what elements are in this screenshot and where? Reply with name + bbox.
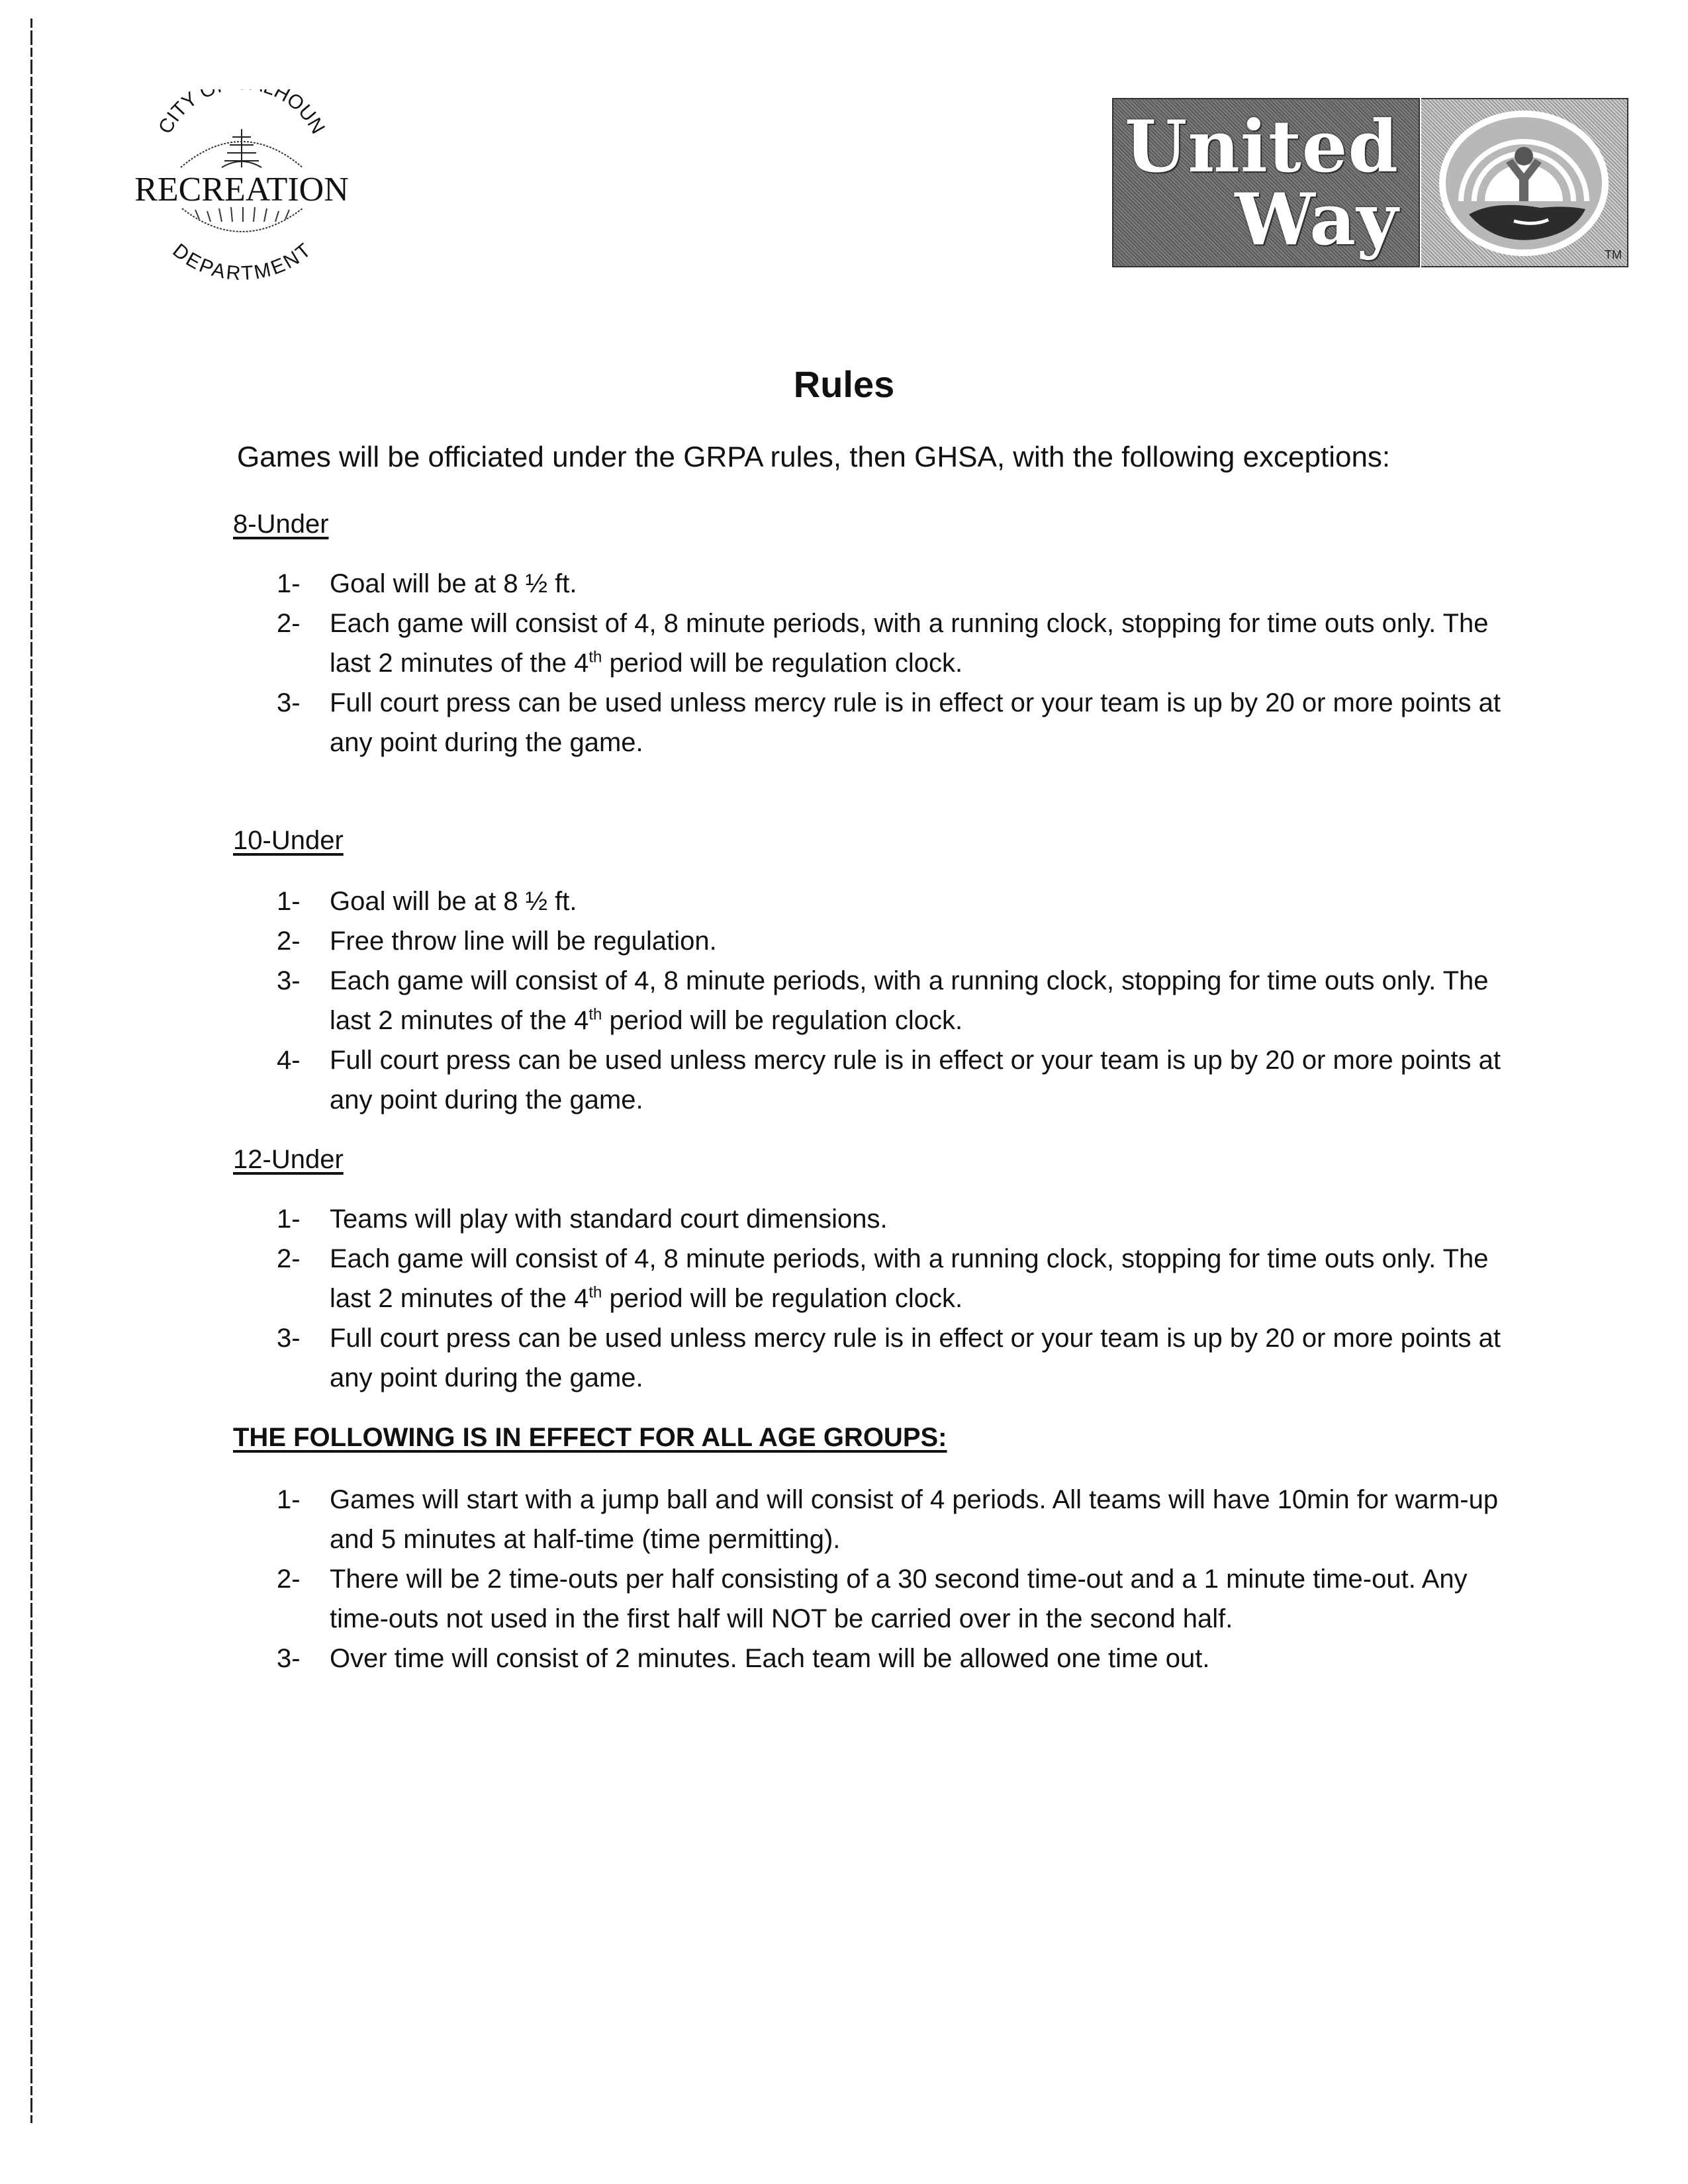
united-way-line1: United (1125, 105, 1399, 189)
trademark-symbol: TM (1605, 248, 1622, 261)
logo-bottom-arc-text: DEPARTMENT (168, 239, 315, 281)
section-heading-8-under: 8-Under (233, 510, 329, 539)
list-item: 2- There will be 2 time-outs per half consisting of a 30 second time-out and a 1 minute time-out. Any time-outs not used in the first half will NOT be carried over in the second half. (277, 1565, 1468, 1633)
united-way-line2: Way (1235, 178, 1399, 261)
rules-list-12-under (277, 1199, 1521, 1398)
baseball-stitch-icon (182, 207, 303, 232)
united-way-emblem-panel (1421, 98, 1628, 267)
section-heading-all-age-groups: THE FOLLOWING IS IN EFFECT FOR ALL AGE GROUPS: (233, 1423, 947, 1452)
section-heading-10-under: 10-Under (233, 826, 344, 855)
recreation-department-logo (116, 89, 367, 281)
page-title: Rules (793, 363, 895, 405)
list-item: 3- Full court press can be used unless mercy rule is in effect or your team is up by 20 or more points at any point during the game. (277, 1324, 1501, 1392)
list-item: 1- Goal will be at 8 ½ ft. (277, 569, 577, 598)
intro-paragraph: Games will be officiated under the GRPA rules, then GHSA, with the following exceptions: (237, 441, 1391, 473)
list-item: 1- Games will start with a jump ball and will consist of 4 periods. All teams will have 10min for warm-up and 5 minutes at half-time (time permitting). (277, 1485, 1499, 1554)
scan-margin-line (30, 19, 32, 2123)
recreation-logo-graphic (116, 89, 367, 281)
rules-list-10-under (277, 882, 1521, 1120)
united-way-wordmark-panel (1112, 98, 1420, 267)
list-item: 2- Each game will consist of 4, 8 minute periods, with a running clock, stopping for time outs only. The last 2 minutes of the 4th period will be regulation clock. (277, 1244, 1489, 1313)
logo-center-text: RECREATION (134, 171, 349, 208)
helping-hand-rainbow-icon (1434, 109, 1613, 258)
tree-icon (222, 129, 261, 167)
united-way-logo (1112, 98, 1628, 267)
list-item: 4- Full court press can be used unless mercy rule is in effect or your team is up by 20 or more points at any point during the game. (277, 1046, 1501, 1115)
section-heading-12-under: 12-Under (233, 1145, 344, 1174)
list-item: 1- Goal will be at 8 ½ ft. (277, 887, 577, 916)
rules-list-all-age-groups (277, 1480, 1521, 1678)
list-item: 2- Free throw line will be regulation. (277, 927, 717, 956)
list-item: 3- Over time will consist of 2 minutes. Each team will be allowed one time out. (277, 1644, 1210, 1673)
list-item: 1- Teams will play with standard court dimensions. (277, 1205, 888, 1234)
list-item: 3- Each game will consist of 4, 8 minute periods, with a running clock, stopping for time outs only. The last 2 minutes of the 4th period will be regulation clock. (277, 966, 1489, 1035)
logo-top-arc-text: CITY O HOUN (154, 89, 329, 138)
list-item: 2- Each game will consist of 4, 8 minute periods, with a running clock, stopping for time outs only. The last 2 minutes of the 4th period will be regulation clock. (277, 609, 1489, 678)
list-item: 3- Full court press can be used unless mercy rule is in effect or your team is up by 20 or more points at any point during the game. (277, 688, 1501, 757)
rules-list-8-under (277, 564, 1521, 762)
